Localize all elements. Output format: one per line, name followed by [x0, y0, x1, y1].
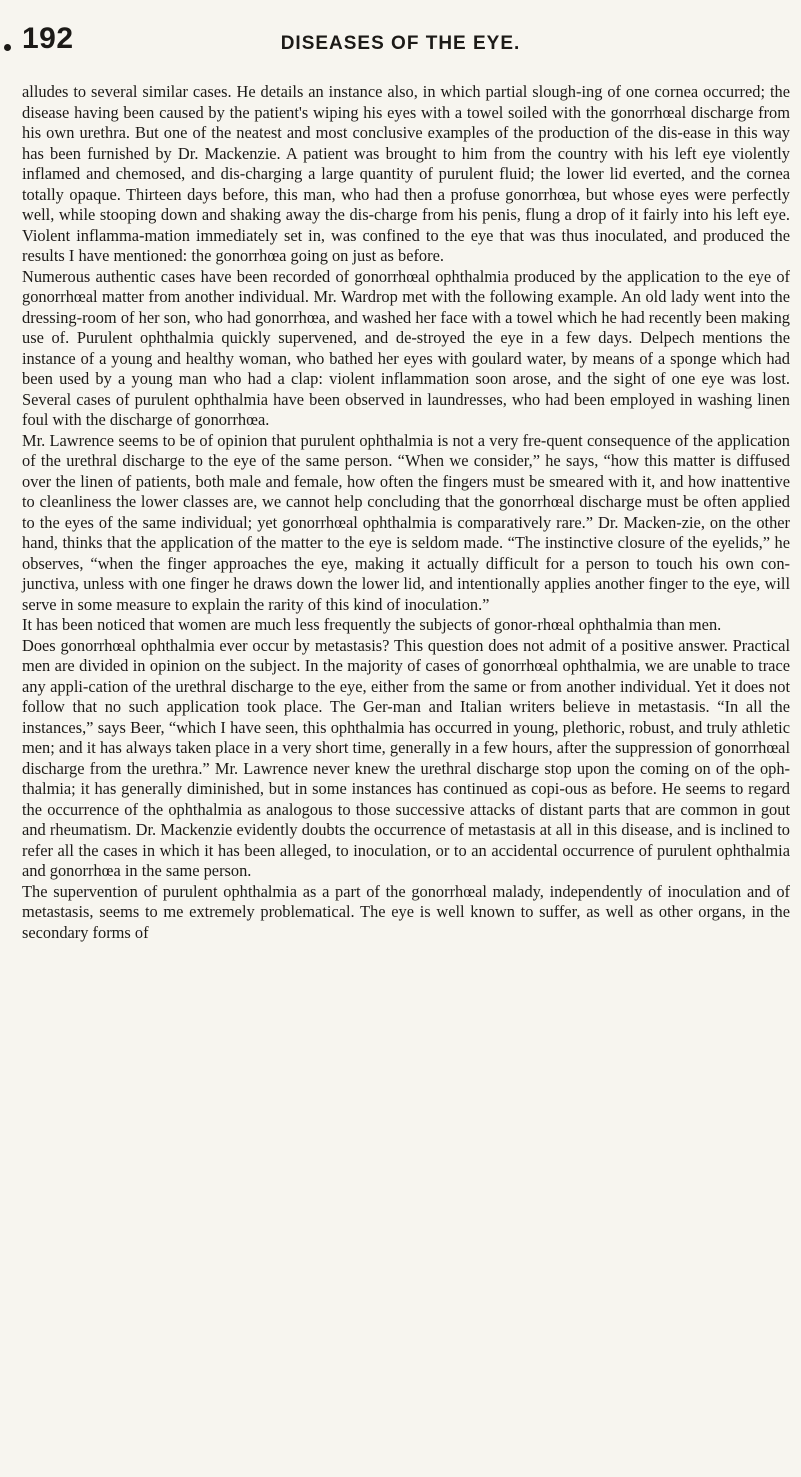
running-title: DISEASES OF THE EYE. [280, 33, 521, 54]
paragraph: It has been noticed that women are much less frequently the subjects of gonor-rhœal ophthalmia than men. [22, 615, 722, 634]
paragraph: The supervention of purulent ophthalmia as a part of the gonorrhœal malady, independently of inoculation and of metastasis, seems to me extremely problematical. The eye is well known to suffer, as well as other organs, in the secondary forms of [22, 881, 790, 942]
paragraph: Does gonorrhœal ophthalmia ever occur by metastasis? This question does not admit of a positive answer. Practical men are divided in opinion on the subject. In the majority of cases of gonorrhœal ophthalmia, we are unable to trace any appli-cation of the urethral discharge to the eye, either from the same or from another individual. Yet it does not follow that no such application took place. The Ger-man and Italian writers believe in metastasis. “In all the instances,” says Beer, “which I have seen, this ophthalmia has occurred in young, plethoric, robust, and truly athletic men; and it has always taken place in a very short time, generally in a few hours, after the suppression of gonorrhœal discharge from the urethra.” Mr. Lawrence never knew the urethral discharge stop upon the coming on of the oph-thalmia; it has generally diminished, but in some instances has continued as copi-ous as before. He seems to regard the occurrence of the ophthalmia as analogous to those successive attacks of distant parts that are common in gout and rheumatism. Dr. Mackenzie evidently doubts the occurrence of metastasis at all in this disease, and is inclined to refer all the cases in which it has been alleged, to inoculation, or to an accidental occurrence of purulent ophthalmia and gonorrhœa in the same person. [22, 635, 790, 880]
page-number: 192 [22, 22, 74, 55]
paragraph: Mr. Lawrence seems to be of opinion that purulent ophthalmia is not a very fre-quent consequence of the application of the urethral discharge to the eye of the same person. “When we consider,” he says, “how this matter is diffused over the linen of patients, both male and female, how often the fingers must be smeared with it, and how inattentive to cleanliness the lower classes are, we cannot help concluding that the gonorrhœal discharge must be often applied to the eyes of the same individual; yet gonorrhœal ophthalmia is comparatively rare.” Dr. Macken-zie, on the other hand, thinks that the application of the matter to the eye is seldom made. “The instinctive closure of the eyelids,” he observes, “when the finger approaches the eye, making it actually difficult for a person to touch his own con-junctiva, unless with one finger he draws down the lower lid, and intentionally applies another finger to the eye, will serve in some measure to explain the rarity of this kind of inoculation.” [22, 430, 790, 614]
paragraph: Numerous authentic cases have been recorded of gonorrhœal ophthalmia produced by the application to the eye of gonorrhœal matter from another individual. Mr. Wardrop met with the following example. An old lady went into the dressing-room of her son, who had gonorrhœa, and washed her face with a towel which he had recently been making use of. Purulent ophthalmia quickly supervened, and de-stroyed the eye in a few days. Delpech mentions the instance of a young and healthy woman, who bathed her eyes with goulard water, by means of a sponge which had been used by a young man who had a clap: violent inflammation soon arose, and the sight of one eye was lost. Several cases of purulent ophthalmia have been observed in laundresses, who had been employed in washing linen foul with the discharge of gonorrhœa. [22, 266, 790, 429]
paragraph: alludes to several similar cases. He details an instance also, in which partial slough-ing of one cornea occurred; the disease having been caused by the patient's wiping his eyes with a towel soiled with the gonorrhœal discharge from his own urethra. But one of the neatest and most conclusive examples of the production of the dis-ease in this way has been furnished by Dr. Mackenzie. A patient was brought to him from the country with his left eye violently inflamed and chemosed, and dis-charging a large quantity of purulent fluid; the lower lid everted, and the cornea totally opaque. Thirteen days before, this man, who had then a profuse gonorrhœa, but whose eyes were perfectly well, while stooping down and shaking away the dis-charge from his penis, flung a drop of it fairly into his left eye. Violent inflamma-mation immediately set in, was confined to the eye that was thus inoculated, and produced the results I have mentioned: the gonorrhœa going on just as before. [22, 82, 790, 265]
body-text [22, 82, 790, 943]
